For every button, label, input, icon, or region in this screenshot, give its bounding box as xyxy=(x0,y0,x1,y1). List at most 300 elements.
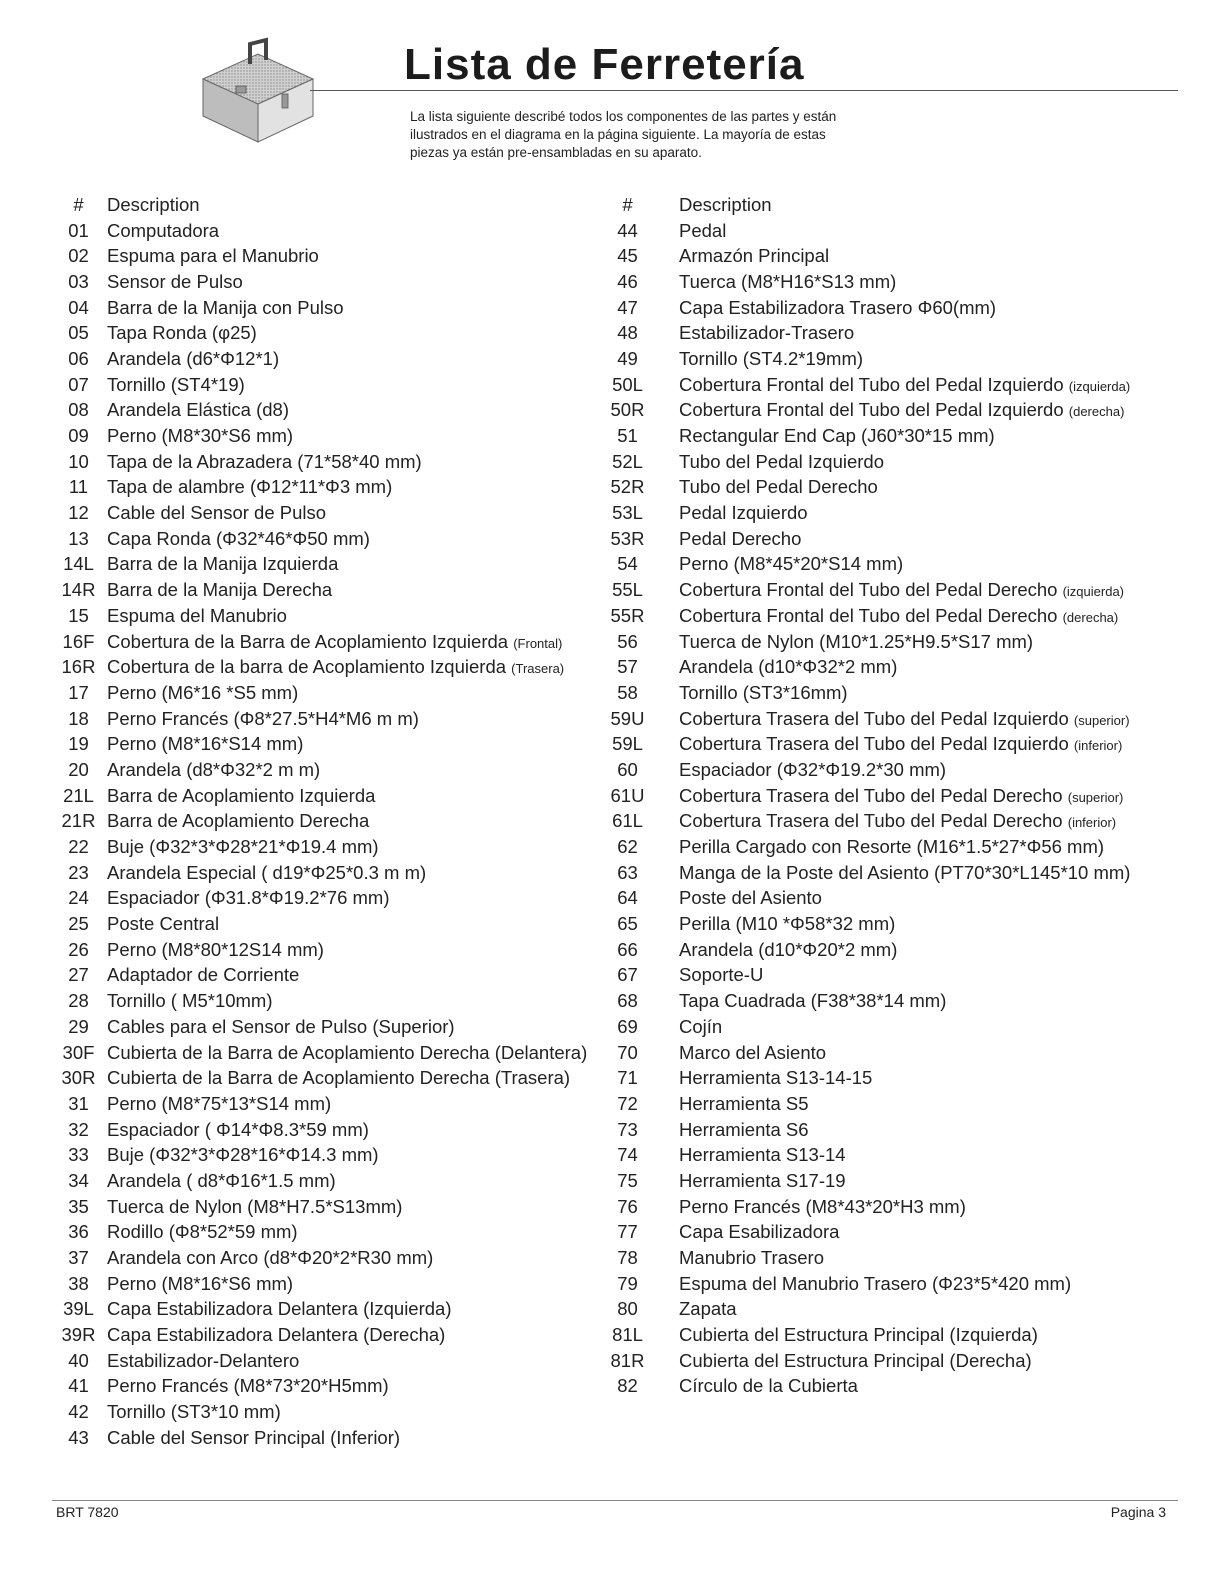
part-description-text: Perno (M8*75*13*S14 mm) xyxy=(107,1092,332,1114)
part-number: 43 xyxy=(68,1426,89,1448)
part-number: 41 xyxy=(68,1375,89,1397)
part-row xyxy=(610,577,1190,603)
part-number: 28 xyxy=(68,990,89,1012)
part-description xyxy=(107,399,289,421)
part-description xyxy=(107,451,422,473)
part-number: 42 xyxy=(68,1401,89,1423)
part-number: 18 xyxy=(68,707,89,729)
part-number: 14R xyxy=(61,579,96,601)
part-description-text: Arandela ( d8*Φ16*1.5 mm) xyxy=(107,1169,336,1191)
part-description-text: Perno Francés (M8*43*20*H3 mm) xyxy=(679,1195,966,1217)
page-title: Lista de Ferretería xyxy=(404,40,805,89)
part-description xyxy=(107,1016,455,1038)
part-number: 52R xyxy=(610,476,645,498)
page-number: Pagina 3 xyxy=(1110,1504,1166,1520)
part-description-text: Arandela (d8*Φ32*2 m m) xyxy=(107,758,321,780)
part-description-text: Capa Estabilizadora Delantera (Derecha) xyxy=(107,1324,446,1346)
part-description-text: Espaciador (Φ32*Φ19.2*30 mm) xyxy=(679,758,947,780)
part-description xyxy=(645,1221,839,1243)
part-number: 38 xyxy=(68,1272,89,1294)
part-number: 60 xyxy=(617,758,638,780)
part-description xyxy=(645,1196,966,1218)
part-description-text: Tubo del Pedal Derecho xyxy=(679,476,878,498)
part-description xyxy=(107,1350,299,1372)
part-row xyxy=(50,1220,610,1246)
part-description xyxy=(107,656,564,678)
part-description-text: Zapata xyxy=(679,1298,737,1320)
part-row xyxy=(50,629,610,655)
part-number: 53L xyxy=(612,502,643,524)
part-description-text: Manga de la Poste del Asiento (PT70*30*L145*10 mm) xyxy=(679,861,1131,883)
part-row xyxy=(610,706,1190,732)
part-row xyxy=(610,1348,1190,1374)
part-row xyxy=(50,1142,610,1168)
part-number: 58 xyxy=(617,681,638,703)
part-number: 48 xyxy=(617,322,638,344)
intro-line: ilustrados en el diagrama en la página siguiente. La mayoría de estas xyxy=(410,127,826,142)
part-number: 27 xyxy=(68,964,89,986)
part-row xyxy=(610,757,1190,783)
part-description xyxy=(645,1324,1038,1346)
part-row xyxy=(610,1065,1190,1091)
part-row xyxy=(50,886,610,912)
part-number: 69 xyxy=(617,1015,638,1037)
part-row xyxy=(50,526,610,552)
part-description-text: Estabilizador-Delantero xyxy=(107,1349,300,1371)
part-description-suffix: (Trasera) xyxy=(511,661,565,677)
part-row xyxy=(610,320,1190,346)
part-description-text: Cubierta de la Barra de Acoplamiento Derecha (Delantera) xyxy=(107,1041,588,1063)
part-description-text: Arandela Elástica (d8) xyxy=(107,399,290,421)
part-number: 13 xyxy=(68,527,89,549)
part-description-text: Cobertura Frontal del Tubo del Pedal Derecho xyxy=(679,604,1058,626)
part-description xyxy=(107,836,379,858)
part-description-suffix: (derecha) xyxy=(1062,609,1119,625)
part-description xyxy=(107,1144,379,1166)
part-number: 72 xyxy=(617,1092,638,1114)
part-row xyxy=(610,218,1190,244)
part-row xyxy=(610,269,1190,295)
part-row xyxy=(50,423,610,449)
part-number: 65 xyxy=(617,913,638,935)
intro-line: piezas ya están pre-ensambladas en su aparato. xyxy=(410,145,702,160)
part-description-text: Tapa de alambre (Φ12*11*Φ3 mm) xyxy=(107,476,393,498)
toolbox-icon xyxy=(198,34,318,144)
part-number: 64 xyxy=(617,887,638,909)
part-row xyxy=(50,1322,610,1348)
part-description-text: Capa Esabilizadora xyxy=(679,1221,840,1243)
part-description-suffix: (izquierda) xyxy=(1062,584,1125,600)
part-number: 39L xyxy=(63,1298,94,1320)
part-number: 76 xyxy=(617,1195,638,1217)
part-description-text: Herramienta S13-14 xyxy=(679,1144,846,1166)
part-row xyxy=(50,731,610,757)
part-number: 66 xyxy=(617,938,638,960)
part-description-suffix: (izquierda) xyxy=(1068,378,1131,394)
part-row xyxy=(610,783,1190,809)
part-row xyxy=(610,731,1190,757)
part-row xyxy=(610,1091,1190,1117)
part-description xyxy=(107,682,298,704)
part-number: 55R xyxy=(610,604,645,626)
part-description xyxy=(645,1016,722,1038)
part-description-text: Rectangular End Cap (J60*30*15 mm) xyxy=(679,425,995,447)
part-row xyxy=(610,629,1190,655)
part-description-text: Barra de la Manija con Pulso xyxy=(107,296,344,318)
part-description-text: Círculo de la Cubierta xyxy=(679,1375,858,1397)
part-description xyxy=(107,1221,298,1243)
part-number: 21R xyxy=(61,810,96,832)
part-description xyxy=(645,836,1104,858)
part-description xyxy=(645,502,808,524)
part-description xyxy=(645,476,878,498)
part-description-text: Espaciador ( Φ14*Φ8.3*59 mm) xyxy=(107,1118,369,1140)
part-number: 67 xyxy=(617,964,638,986)
part-number: 61L xyxy=(612,810,643,832)
part-row xyxy=(50,243,610,269)
part-description-text: Cobertura Trasera del Tubo del Pedal Izquierdo xyxy=(679,733,1069,755)
part-row xyxy=(610,860,1190,886)
part-row xyxy=(50,552,610,578)
part-number: 50L xyxy=(612,373,643,395)
part-row xyxy=(50,937,610,963)
part-number: 81L xyxy=(612,1324,643,1346)
part-row xyxy=(610,1374,1190,1400)
header-desc: Description xyxy=(107,193,200,215)
part-number: 55L xyxy=(612,579,643,601)
part-row xyxy=(610,1117,1190,1143)
part-description xyxy=(645,1350,1032,1372)
part-number: 31 xyxy=(68,1092,89,1114)
part-description xyxy=(645,1144,846,1166)
part-number: 17 xyxy=(68,681,89,703)
part-description-text: Arandela (d10*Φ32*2 mm) xyxy=(679,656,898,678)
part-description-suffix: (inferior) xyxy=(1073,738,1123,754)
part-description-text: Arandela Especial ( d19*Φ25*0.3 m m) xyxy=(107,861,427,883)
part-number: 21L xyxy=(63,784,94,806)
part-description xyxy=(645,425,995,447)
part-row xyxy=(610,500,1190,526)
part-number: 24 xyxy=(68,887,89,909)
column-header xyxy=(610,192,1190,218)
part-row xyxy=(50,1374,610,1400)
part-description xyxy=(645,785,1123,807)
part-description-text: Herramienta S17-19 xyxy=(679,1169,846,1191)
part-description-text: Perno (M6*16 *S5 mm) xyxy=(107,681,299,703)
part-description-text: Perno (M8*30*S6 mm) xyxy=(107,425,294,447)
part-row xyxy=(610,1168,1190,1194)
part-description xyxy=(645,399,1124,421)
parts-list-right xyxy=(610,192,1190,1399)
part-description xyxy=(645,271,896,293)
part-row xyxy=(610,1194,1190,1220)
title-divider xyxy=(310,90,1178,91)
part-row xyxy=(50,1194,610,1220)
part-description xyxy=(645,862,1130,884)
part-description-text: Tubo del Pedal Izquierdo xyxy=(679,450,885,472)
part-number: 06 xyxy=(68,347,89,369)
part-row xyxy=(610,346,1190,372)
part-description xyxy=(107,1298,452,1320)
part-description xyxy=(107,476,392,498)
part-description xyxy=(107,322,257,344)
part-description xyxy=(107,245,319,267)
part-number: 54 xyxy=(617,553,638,575)
part-description xyxy=(645,451,884,473)
part-row xyxy=(50,1297,610,1323)
part-description-text: Marco del Asiento xyxy=(679,1041,827,1063)
part-number: 77 xyxy=(617,1221,638,1243)
part-description xyxy=(645,322,854,344)
part-description-text: Arandela (d10*Φ20*2 mm) xyxy=(679,938,898,960)
part-description xyxy=(645,964,763,986)
part-description xyxy=(107,1042,587,1064)
part-description xyxy=(107,887,390,909)
part-description-text: Tapa de la Abrazadera (71*58*40 mm) xyxy=(107,450,422,472)
part-description-text: Cobertura Frontal del Tubo del Pedal Izquierdo xyxy=(679,373,1064,395)
part-row xyxy=(610,834,1190,860)
part-description-text: Buje (Φ32*3*Φ28*16*Φ14.3 mm) xyxy=(107,1144,379,1166)
part-description xyxy=(645,1247,824,1269)
part-row xyxy=(610,680,1190,706)
part-description-text: Barra de Acoplamiento Izquierda xyxy=(107,784,376,806)
part-row xyxy=(50,963,610,989)
part-row xyxy=(50,372,610,398)
part-description xyxy=(645,245,829,267)
part-description xyxy=(645,553,903,575)
part-description xyxy=(645,1067,872,1089)
part-row xyxy=(610,809,1190,835)
part-description xyxy=(107,348,279,370)
part-description xyxy=(645,297,996,319)
part-number: 11 xyxy=(68,476,89,498)
part-number: 25 xyxy=(68,913,89,935)
part-description-text: Perno (M8*80*12S14 mm) xyxy=(107,938,324,960)
part-row xyxy=(610,603,1190,629)
part-row xyxy=(610,1271,1190,1297)
part-description xyxy=(645,1093,809,1115)
part-description-suffix: (superior) xyxy=(1073,712,1130,728)
part-row xyxy=(50,1168,610,1194)
part-description-text: Herramienta S13-14-15 xyxy=(679,1067,873,1089)
part-description xyxy=(645,1298,737,1320)
part-description xyxy=(107,1119,369,1141)
part-number: 47 xyxy=(617,296,638,318)
part-description-text: Espuma para el Manubrio xyxy=(107,245,319,267)
part-number: 03 xyxy=(68,270,89,292)
part-number: 73 xyxy=(617,1118,638,1140)
part-description-text: Tuerca de Nylon (M10*1.25*H9.5*S17 mm) xyxy=(679,630,1034,652)
part-description xyxy=(107,939,324,961)
part-row xyxy=(50,834,610,860)
part-description xyxy=(107,631,562,653)
part-description-text: Tuerca de Nylon (M8*H7.5*S13mm) xyxy=(107,1195,403,1217)
part-row xyxy=(610,1040,1190,1066)
part-row xyxy=(610,372,1190,398)
part-number: 35 xyxy=(68,1195,89,1217)
part-description-text: Cobertura Trasera del Tubo del Pedal Izquierdo xyxy=(679,707,1069,729)
part-description-text: Herramienta S5 xyxy=(679,1092,809,1114)
part-number: 32 xyxy=(68,1118,89,1140)
part-row xyxy=(50,475,610,501)
part-description-text: Cobertura de la barra de Acoplamiento Izquierda xyxy=(107,656,507,678)
part-description-text: Cobertura Trasera del Tubo del Pedal Derecho xyxy=(679,784,1063,806)
part-description-text: Perno (M8*16*S6 mm) xyxy=(107,1272,294,1294)
part-description-text: Perno Francés (M8*73*20*H5mm) xyxy=(107,1375,389,1397)
part-description xyxy=(107,1247,433,1269)
part-description-text: Sensor de Pulso xyxy=(107,270,243,292)
part-row xyxy=(610,552,1190,578)
part-number: 15 xyxy=(68,604,89,626)
part-description-text: Arandela con Arco (d8*Φ20*2*R30 mm) xyxy=(107,1247,434,1269)
part-description-text: Tapa Cuadrada (F38*38*14 mm) xyxy=(679,990,947,1012)
part-row xyxy=(50,1091,610,1117)
part-description xyxy=(107,1196,402,1218)
part-row xyxy=(50,269,610,295)
part-number: 22 xyxy=(68,836,89,858)
part-description-text: Tapa Ronda (φ25) xyxy=(107,322,257,344)
part-description xyxy=(107,605,287,627)
part-row xyxy=(610,398,1190,424)
part-row xyxy=(50,1014,610,1040)
part-row xyxy=(50,603,610,629)
part-description xyxy=(107,810,369,832)
part-row xyxy=(610,423,1190,449)
part-number: 74 xyxy=(617,1144,638,1166)
part-description-text: Cubierta de la Barra de Acoplamiento Derecha (Trasera) xyxy=(107,1067,571,1089)
part-row xyxy=(610,475,1190,501)
part-number: 29 xyxy=(68,1015,89,1037)
part-description-text: Cable del Sensor de Pulso xyxy=(107,502,327,524)
part-row xyxy=(50,680,610,706)
part-description xyxy=(107,220,219,242)
part-description xyxy=(645,374,1130,396)
part-description-text: Cables para el Sensor de Pulso (Superior) xyxy=(107,1015,455,1037)
part-description-suffix: (derecha) xyxy=(1068,404,1125,420)
part-number: 05 xyxy=(68,322,89,344)
part-description xyxy=(107,1093,331,1115)
part-description-text: Perno (M8*16*S14 mm) xyxy=(107,733,304,755)
part-description-text: Capa Ronda (Φ32*46*Φ50 mm) xyxy=(107,527,370,549)
part-description xyxy=(107,708,419,730)
part-number: 34 xyxy=(68,1169,89,1191)
part-description-text: Cobertura Trasera del Tubo del Pedal Derecho xyxy=(679,810,1063,832)
part-description-text: Armazón Principal xyxy=(679,245,830,267)
part-description-text: Adaptador de Corriente xyxy=(107,964,300,986)
part-number: 30F xyxy=(62,1041,95,1063)
part-description-text: Soporte-U xyxy=(679,964,764,986)
part-description-text: Perno (M8*45*20*S14 mm) xyxy=(679,553,904,575)
part-description-text: Pedal xyxy=(679,219,727,241)
part-row xyxy=(50,988,610,1014)
part-number: 56 xyxy=(617,630,638,652)
part-row xyxy=(610,295,1190,321)
part-description xyxy=(645,1042,826,1064)
part-row xyxy=(50,1425,610,1451)
part-row xyxy=(50,654,610,680)
part-description-text: Espuma del Manubrio Trasero (Φ23*5*420 mm) xyxy=(679,1272,1072,1294)
part-row xyxy=(610,1245,1190,1271)
part-description xyxy=(107,579,332,601)
part-description xyxy=(107,785,375,807)
part-number: 52L xyxy=(612,450,643,472)
part-row xyxy=(50,346,610,372)
part-description xyxy=(107,425,293,447)
part-row xyxy=(50,295,610,321)
part-number: 16R xyxy=(61,656,96,678)
part-number: 51 xyxy=(617,425,638,447)
part-description-text: Cable del Sensor Principal (Inferior) xyxy=(107,1426,401,1448)
part-number: 19 xyxy=(68,733,89,755)
part-number: 71 xyxy=(617,1067,638,1089)
part-description-text: Arandela (d6*Φ12*1) xyxy=(107,347,280,369)
part-row xyxy=(50,1271,610,1297)
part-description-text: Tuerca (M8*H16*S13 mm) xyxy=(679,270,897,292)
part-row xyxy=(610,911,1190,937)
part-row xyxy=(50,218,610,244)
part-description-text: Poste Central xyxy=(107,913,220,935)
part-number: 04 xyxy=(68,296,89,318)
part-description xyxy=(107,1170,336,1192)
part-description xyxy=(645,1170,846,1192)
part-number: 16F xyxy=(62,630,95,652)
part-row xyxy=(610,1142,1190,1168)
part-description-text: Estabilizador-Trasero xyxy=(679,322,855,344)
part-number: 81R xyxy=(610,1349,645,1371)
model-number: BRT 7820 xyxy=(56,1504,119,1520)
part-row xyxy=(610,1322,1190,1348)
part-description xyxy=(645,913,895,935)
part-row xyxy=(50,449,610,475)
part-number: 59L xyxy=(612,733,643,755)
part-description xyxy=(645,759,946,781)
part-row xyxy=(50,911,610,937)
part-description xyxy=(645,887,822,909)
part-row xyxy=(610,937,1190,963)
part-row xyxy=(610,1014,1190,1040)
part-description-text: Cubierta del Estructura Principal (Derecha) xyxy=(679,1349,1032,1371)
header-desc: Description xyxy=(679,193,772,215)
part-number: 53R xyxy=(610,527,645,549)
part-description-text: Pedal Izquierdo xyxy=(679,502,808,524)
part-number: 70 xyxy=(617,1041,638,1063)
part-row xyxy=(50,809,610,835)
intro-text xyxy=(410,108,950,162)
part-row xyxy=(610,243,1190,269)
part-number: 20 xyxy=(68,758,89,780)
part-row xyxy=(50,320,610,346)
intro-line: La lista siguiente describé todos los componentes de las partes y están xyxy=(410,109,837,124)
part-description xyxy=(107,1273,293,1295)
part-description xyxy=(645,708,1130,730)
part-description xyxy=(645,348,863,370)
part-number: 23 xyxy=(68,861,89,883)
part-description-text: Cubierta del Estructura Principal (Izquierda) xyxy=(679,1324,1038,1346)
part-number: 46 xyxy=(617,270,638,292)
part-description-text: Herramienta S6 xyxy=(679,1118,809,1140)
part-row xyxy=(610,1220,1190,1246)
part-description-text: Tornillo (ST3*10 mm) xyxy=(107,1401,281,1423)
part-description-text: Barra de la Manija Izquierda xyxy=(107,553,339,575)
part-row xyxy=(50,1399,610,1425)
part-row xyxy=(610,963,1190,989)
part-description xyxy=(107,553,338,575)
part-number: 80 xyxy=(617,1298,638,1320)
part-description xyxy=(107,990,273,1012)
part-description-text: Cobertura Frontal del Tubo del Pedal Izquierdo xyxy=(679,399,1064,421)
part-number: 44 xyxy=(617,219,638,241)
part-description-text: Cojín xyxy=(679,1015,723,1037)
